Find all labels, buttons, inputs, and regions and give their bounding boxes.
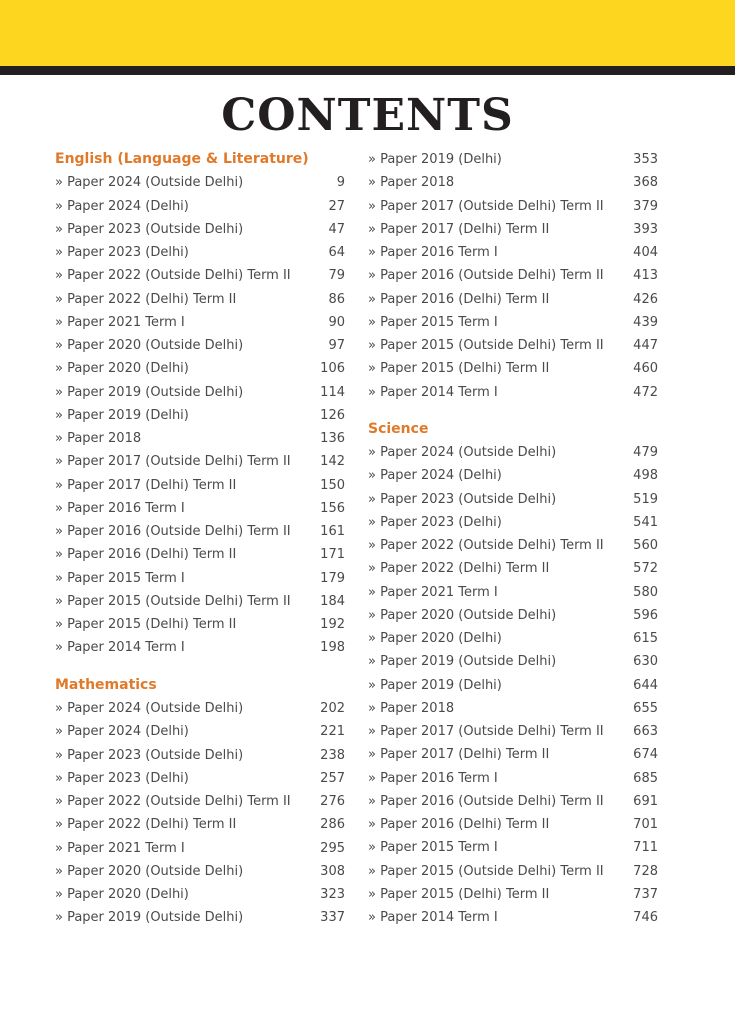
toc-entry-page-number: 379 <box>633 198 658 214</box>
toc-entry-label: » Paper 2017 (Delhi) Term II <box>368 747 550 763</box>
toc-entry-label: » Paper 2023 (Delhi) <box>55 770 189 786</box>
toc-entry-label: » Paper 2018 <box>368 700 455 716</box>
toc-entry <box>368 627 658 650</box>
toc-entry-label: » Paper 2015 (Outside Delhi) Term II <box>368 338 604 353</box>
toc-entry-label: » Paper 2015 Term I <box>368 840 498 856</box>
toc-entry <box>368 883 658 906</box>
toc-entry-label: » Paper 2022 (Outside Delhi) Term II <box>55 794 291 810</box>
toc-entry-page-number: 746 <box>633 910 658 926</box>
toc-entry <box>55 767 345 790</box>
toc-entry-label: » Paper 2019 (Delhi) <box>368 677 502 693</box>
toc-entry-page-number: 126 <box>320 407 345 423</box>
page-title: CONTENTS <box>221 90 514 141</box>
toc-entry-label: » Paper 2015 Term I <box>368 314 498 330</box>
toc-entry-page-number: 97 <box>328 338 345 354</box>
toc-entry-page-number: 728 <box>633 863 658 879</box>
toc-entry-page-number: 337 <box>320 910 345 926</box>
toc-entry <box>55 381 345 404</box>
toc-entry-page-number: 674 <box>633 747 658 763</box>
toc-entry-page-number: 171 <box>320 547 345 563</box>
toc-entry-page-number: 447 <box>633 338 658 353</box>
toc-entry-label: » Paper 2022 (Outside Delhi) Term II <box>55 268 291 284</box>
toc-entry-page-number: 308 <box>320 863 345 879</box>
toc-entry-label: » Paper 2014 Term I <box>55 640 185 656</box>
toc-entry <box>55 241 345 264</box>
toc-entry-label: » Paper 2020 (Delhi) <box>55 887 189 903</box>
toc-entry <box>368 697 658 720</box>
toc-entry-page-number: 106 <box>320 361 345 377</box>
toc-entry <box>55 195 345 218</box>
toc-entry-label: » Paper 2015 (Outside Delhi) Term II <box>55 593 291 609</box>
toc-entry <box>55 520 345 543</box>
toc-entry-label: » Paper 2019 (Outside Delhi) <box>55 910 244 926</box>
toc-entry <box>368 381 658 404</box>
toc-entry <box>55 837 345 860</box>
toc-entry-label: » Paper 2018 <box>55 431 142 447</box>
toc-entry <box>368 860 658 883</box>
section-heading-mathematics: Mathematics <box>55 676 157 693</box>
toc-entry <box>55 543 345 566</box>
toc-entry-page-number: 472 <box>633 384 658 400</box>
toc-entry <box>368 906 658 929</box>
toc-entry <box>55 590 345 613</box>
toc-entry <box>368 218 658 241</box>
toc-entry-label: » Paper 2017 (Outside Delhi) Term II <box>368 724 604 740</box>
toc-entry-label: » Paper 2016 Term I <box>368 770 498 786</box>
toc-entry-label: » Paper 2022 (Delhi) Term II <box>55 291 237 307</box>
top-yellow-band <box>0 0 735 66</box>
toc-entry-page-number: 198 <box>320 640 345 656</box>
toc-entry-label: » Paper 2024 (Outside Delhi) <box>55 175 244 191</box>
toc-entry-label: » Paper 2022 (Delhi) Term II <box>368 561 550 577</box>
toc-entry <box>55 450 345 473</box>
toc-entry <box>368 790 658 813</box>
toc-entry-page-number: 615 <box>633 631 658 647</box>
toc-entry-label: » Paper 2020 (Outside Delhi) <box>55 338 244 354</box>
toc-entry <box>368 311 658 334</box>
toc-list-science <box>368 441 658 929</box>
toc-entry-label: » Paper 2020 (Outside Delhi) <box>368 607 557 623</box>
toc-entry-page-number: 150 <box>320 477 345 493</box>
toc-entry-label: » Paper 2015 (Delhi) Term II <box>55 617 237 633</box>
toc-entry <box>368 357 658 380</box>
toc-entry-page-number: 691 <box>633 793 658 809</box>
toc-entry <box>368 534 658 557</box>
toc-entry <box>368 441 658 464</box>
toc-entry <box>368 511 658 534</box>
toc-entry-label: » Paper 2015 Term I <box>55 570 185 586</box>
toc-entry-page-number: 737 <box>633 886 658 902</box>
toc-entry <box>368 650 658 673</box>
toc-entry <box>55 474 345 497</box>
toc-entry-label: » Paper 2019 (Outside Delhi) <box>55 384 244 400</box>
toc-entry <box>368 557 658 580</box>
toc-entry <box>55 311 345 334</box>
toc-entry-label: » Paper 2024 (Delhi) <box>55 724 189 740</box>
toc-entry-label: » Paper 2020 (Delhi) <box>55 361 189 377</box>
toc-entry <box>368 288 658 311</box>
toc-entry <box>55 883 345 906</box>
toc-entry-label: » Paper 2023 (Outside Delhi) <box>368 491 557 507</box>
toc-entry-label: » Paper 2015 (Delhi) Term II <box>368 886 550 902</box>
toc-entry-page-number: 644 <box>633 677 658 693</box>
toc-entry-page-number: 9 <box>336 175 345 191</box>
toc-entry-page-number: 439 <box>633 314 658 330</box>
toc-entry <box>55 567 345 590</box>
toc-entry <box>55 404 345 427</box>
toc-entry-page-number: 479 <box>633 445 658 461</box>
top-black-rule <box>0 66 735 75</box>
toc-entry <box>55 218 345 241</box>
toc-entry-page-number: 655 <box>633 700 658 716</box>
section-heading-science: Science <box>368 420 429 437</box>
toc-entry <box>368 767 658 790</box>
toc-entry-label: » Paper 2023 (Outside Delhi) <box>55 747 244 763</box>
toc-entry-page-number: 323 <box>320 887 345 903</box>
toc-entry-label: » Paper 2016 (Delhi) Term II <box>368 817 550 833</box>
right-column <box>368 148 658 929</box>
toc-entry-label: » Paper 2017 (Outside Delhi) Term II <box>368 198 604 214</box>
toc-entry-label: » Paper 2023 (Delhi) <box>55 245 189 261</box>
toc-entry-label: » Paper 2024 (Outside Delhi) <box>368 445 557 461</box>
toc-entry <box>368 464 658 487</box>
toc-entry-page-number: 368 <box>633 175 658 191</box>
toc-entry <box>55 813 345 836</box>
toc-entry <box>368 148 658 171</box>
toc-entry-label: » Paper 2018 <box>368 175 455 191</box>
toc-entry-label: » Paper 2016 (Outside Delhi) Term II <box>368 793 604 809</box>
toc-entry <box>55 264 345 287</box>
toc-entry-page-number: 161 <box>320 524 345 540</box>
toc-entry-label: » Paper 2023 (Outside Delhi) <box>55 221 244 237</box>
toc-entry-page-number: 257 <box>320 770 345 786</box>
toc-entry <box>368 674 658 697</box>
toc-entry-label: » Paper 2019 (Delhi) <box>368 152 502 167</box>
toc-entry-label: » Paper 2016 (Outside Delhi) Term II <box>368 268 604 284</box>
toc-entry <box>55 744 345 767</box>
toc-entry <box>368 604 658 627</box>
toc-entry <box>368 171 658 194</box>
toc-entry <box>368 195 658 218</box>
toc-entry-page-number: 404 <box>633 245 658 260</box>
toc-entry <box>368 720 658 743</box>
toc-entry-label: » Paper 2022 (Delhi) Term II <box>55 817 237 833</box>
toc-entry-page-number: 202 <box>320 701 345 717</box>
toc-entry <box>55 427 345 450</box>
toc-entry-page-number: 295 <box>320 840 345 856</box>
toc-entry-page-number: 238 <box>320 747 345 763</box>
toc-entry-page-number: 711 <box>633 840 658 856</box>
toc-entry-page-number: 114 <box>320 384 345 400</box>
toc-entry-page-number: 27 <box>328 198 345 214</box>
toc-entry-page-number: 685 <box>633 770 658 786</box>
toc-entry-label: » Paper 2024 (Delhi) <box>55 198 189 214</box>
toc-entry-page-number: 460 <box>633 361 658 377</box>
toc-entry <box>55 613 345 636</box>
toc-entry <box>55 636 345 659</box>
toc-entry <box>55 334 345 357</box>
toc-entry <box>368 836 658 859</box>
toc-entry-label: » Paper 2017 (Outside Delhi) Term II <box>55 454 291 470</box>
toc-entry-page-number: 596 <box>633 607 658 623</box>
toc-entry-label: » Paper 2015 (Outside Delhi) Term II <box>368 863 604 879</box>
section-heading-english: English (Language & Literature) <box>55 151 309 167</box>
section-gap <box>55 660 345 674</box>
toc-entry-page-number: 184 <box>320 593 345 609</box>
toc-entry-page-number: 353 <box>633 152 658 167</box>
toc-entry-label: » Paper 2020 (Delhi) <box>368 631 502 647</box>
toc-entry-label: » Paper 2016 (Outside Delhi) Term II <box>55 524 291 540</box>
toc-list-mathematics <box>55 697 345 930</box>
toc-entry-page-number: 86 <box>328 291 345 307</box>
toc-entry <box>55 697 345 720</box>
toc-entry-page-number: 541 <box>633 514 658 530</box>
toc-entry-page-number: 79 <box>328 268 345 284</box>
toc-entry <box>55 171 345 194</box>
toc-entry <box>55 906 345 929</box>
toc-entry-label: » Paper 2016 Term I <box>55 500 185 516</box>
toc-entry-label: » Paper 2020 (Outside Delhi) <box>55 863 244 879</box>
toc-entry-label: » Paper 2024 (Delhi) <box>368 468 502 484</box>
toc-entry-page-number: 47 <box>328 221 345 237</box>
toc-entry-page-number: 142 <box>320 454 345 470</box>
toc-entry-label: » Paper 2014 Term I <box>368 910 498 926</box>
toc-entry <box>368 743 658 766</box>
toc-entry-label: » Paper 2022 (Outside Delhi) Term II <box>368 538 604 554</box>
toc-entry <box>55 497 345 520</box>
toc-entry-page-number: 64 <box>328 245 345 261</box>
toc-entry-label: » Paper 2017 (Delhi) Term II <box>55 477 237 493</box>
toc-entry-page-number: 156 <box>320 500 345 516</box>
toc-entry-label: » Paper 2019 (Outside Delhi) <box>368 654 557 670</box>
toc-entry <box>55 357 345 380</box>
toc-entry <box>55 790 345 813</box>
toc-entry-page-number: 519 <box>633 491 658 507</box>
toc-entry-page-number: 572 <box>633 561 658 577</box>
toc-entry-label: » Paper 2015 (Delhi) Term II <box>368 361 550 377</box>
toc-entry-page-number: 192 <box>320 617 345 633</box>
toc-entry-page-number: 580 <box>633 584 658 600</box>
toc-entry-label: » Paper 2021 Term I <box>55 314 185 330</box>
toc-entry-label: » Paper 2016 Term I <box>368 245 498 260</box>
left-column <box>55 148 345 930</box>
toc-entry-page-number: 90 <box>328 314 345 330</box>
toc-entry-page-number: 498 <box>633 468 658 484</box>
toc-entry-label: » Paper 2019 (Delhi) <box>55 407 189 423</box>
toc-entry-page-number: 701 <box>633 817 658 833</box>
toc-entry-label: » Paper 2016 (Delhi) Term II <box>368 291 550 307</box>
toc-entry <box>368 488 658 511</box>
toc-entry-page-number: 393 <box>633 221 658 237</box>
toc-entry <box>55 720 345 743</box>
toc-entry-page-number: 286 <box>320 817 345 833</box>
toc-entry-page-number: 221 <box>320 724 345 740</box>
toc-entry <box>368 581 658 604</box>
toc-entry-label: » Paper 2021 Term I <box>55 840 185 856</box>
toc-entry-page-number: 136 <box>320 431 345 447</box>
toc-entry-label: » Paper 2023 (Delhi) <box>368 514 502 530</box>
toc-entry-page-number: 560 <box>633 538 658 554</box>
toc-entry <box>368 334 658 357</box>
toc-list-english <box>55 171 345 659</box>
toc-entry <box>55 860 345 883</box>
section-gap <box>368 404 658 418</box>
toc-entry <box>55 288 345 311</box>
toc-entry-page-number: 276 <box>320 794 345 810</box>
toc-entry-label: » Paper 2016 (Delhi) Term II <box>55 547 237 563</box>
toc-entry <box>368 813 658 836</box>
toc-entry-page-number: 663 <box>633 724 658 740</box>
toc-entry-page-number: 179 <box>320 570 345 586</box>
toc-entry-page-number: 630 <box>633 654 658 670</box>
toc-entry <box>368 241 658 264</box>
toc-list-mathematics-continued <box>368 148 658 404</box>
toc-entry-label: » Paper 2017 (Delhi) Term II <box>368 221 550 237</box>
toc-entry-page-number: 426 <box>633 291 658 307</box>
toc-entry <box>368 264 658 287</box>
toc-entry-label: » Paper 2024 (Outside Delhi) <box>55 701 244 717</box>
toc-entry-page-number: 413 <box>633 268 658 284</box>
toc-entry-label: » Paper 2014 Term I <box>368 384 498 400</box>
toc-entry-label: » Paper 2021 Term I <box>368 584 498 600</box>
